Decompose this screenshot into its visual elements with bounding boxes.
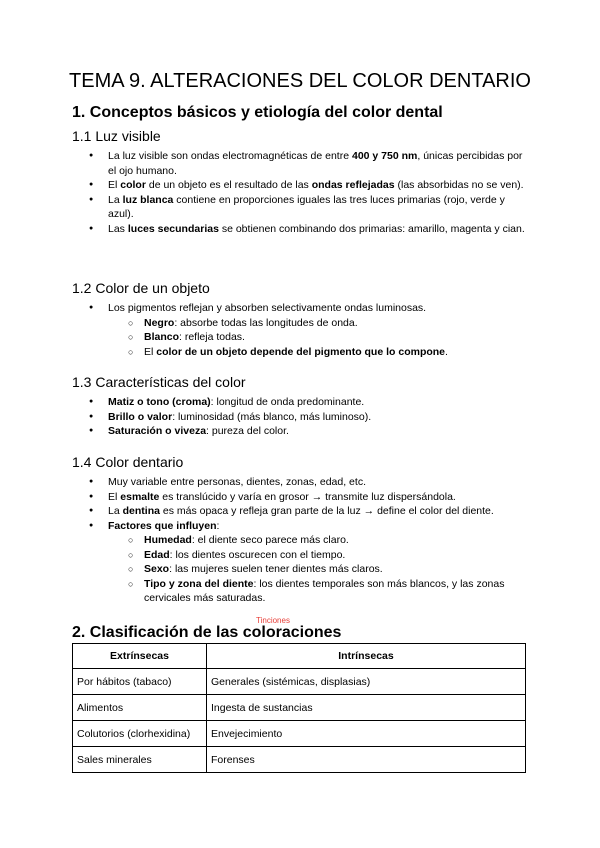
- sublist: [108, 316, 532, 360]
- color-dentario-list: [72, 475, 532, 606]
- sublist-item: ○ Edad: los dientes oscurecen con el tiempo.: [108, 548, 532, 563]
- table-header-row: [73, 644, 526, 669]
- list-item: ● El esmalte es translúcido y varía en grosor → transmite luz dispersándola.: [72, 490, 532, 505]
- section-2-heading: 2. Clasificación de las coloraciones: [72, 624, 342, 641]
- list-item: ● La luz visible son ondas electromagnéticas de entre 400 y 750 nm, únicas percibidas por el ojo humano.: [72, 149, 532, 178]
- sublist-item: ○ Tipo y zona del diente: los dientes temporales son más blancos, y las zonas cervicales más saturadas.: [108, 577, 532, 606]
- header-intrinsecas: Intrínsecas: [207, 644, 526, 669]
- color-objeto-list: [72, 301, 532, 359]
- list-item: ● Brillo o valor: luminosidad (más blanco, más luminoso).: [72, 410, 532, 425]
- table-row: [73, 695, 526, 721]
- list-item: ● Las luces secundarias se obtienen combinando dos primarias: amarillo, magenta y cian.: [72, 222, 532, 237]
- section-1-2-heading: 1.2 Color de un objeto: [72, 280, 210, 296]
- table-cell: Alimentos: [73, 695, 207, 721]
- table-row: [73, 747, 526, 773]
- table-cell: Envejecimiento: [207, 721, 526, 747]
- list-item: ● Los pigmentos reflejan y absorben selectivamente ondas luminosas. ○ Negro: absorbe todas las longitudes de onda. ○ Blanco: refleja todas. ○ El color de un objeto depende del pigmento que lo compone.: [72, 301, 532, 359]
- list-item: ● Factores que influyen: ○ Humedad: el diente seco parece más claro. ○ Edad: los dientes oscurecen con el tiempo. ○ Sexo: las mujeres suelen tener dientes más claros. ○ Tipo y zona del diente: los dientes temporales son más blancos, y las zonas cervicales más saturadas.: [72, 519, 532, 606]
- list-item: ● La luz blanca contiene en proporciones iguales las tres luces primarias (rojo, verde y azul).: [72, 193, 532, 222]
- table-row: [73, 721, 526, 747]
- list-item: ● El color de un objeto es el resultado de las ondas reflejadas (las absorbidas no se ven).: [72, 178, 532, 193]
- tinciones-annotation: Tinciones: [256, 616, 290, 625]
- list-item: ● Matiz o tono (croma): longitud de onda predominante.: [72, 395, 532, 410]
- header-extrinsecas: Extrínsecas: [73, 644, 207, 669]
- section-1-1-heading: 1.1 Luz visible: [72, 128, 161, 144]
- list-item: ● La dentina es más opaca y refleja gran parte de la luz → define el color del diente.: [72, 504, 532, 519]
- classification-table: [72, 643, 526, 773]
- table-cell: Por hábitos (tabaco): [73, 669, 207, 695]
- table-cell: Sales minerales: [73, 747, 207, 773]
- table-cell: Generales (sistémicas, displasias): [207, 669, 526, 695]
- table-cell: Forenses: [207, 747, 526, 773]
- list-item: ● Muy variable entre personas, dientes, zonas, edad, etc.: [72, 475, 532, 490]
- section-1-3-heading: 1.3 Características del color: [72, 374, 246, 390]
- sublist-item: ○ Negro: absorbe todas las longitudes de onda.: [108, 316, 532, 331]
- sublist: [108, 533, 532, 606]
- sublist-item: ○ Sexo: las mujeres suelen tener dientes más claros.: [108, 562, 532, 577]
- section-1-4-heading: 1.4 Color dentario: [72, 454, 184, 470]
- table-row: [73, 669, 526, 695]
- luz-visible-list: [72, 149, 532, 236]
- sublist-item: ○ El color de un objeto depende del pigmento que lo compone.: [108, 345, 532, 360]
- list-item: ● Saturación o viveza: pureza del color.: [72, 424, 532, 439]
- section-1-heading: 1. Conceptos básicos y etiología del color dental: [72, 104, 443, 121]
- caracteristicas-list: [72, 395, 532, 439]
- page-title: TEMA 9. ALTERACIONES DEL COLOR DENTARIO: [69, 70, 531, 92]
- sublist-item: ○ Humedad: el diente seco parece más claro.: [108, 533, 532, 548]
- sublist-item: ○ Blanco: refleja todas.: [108, 330, 532, 345]
- table-cell: Ingesta de sustancias: [207, 695, 526, 721]
- table-cell: Colutorios (clorhexidina): [73, 721, 207, 747]
